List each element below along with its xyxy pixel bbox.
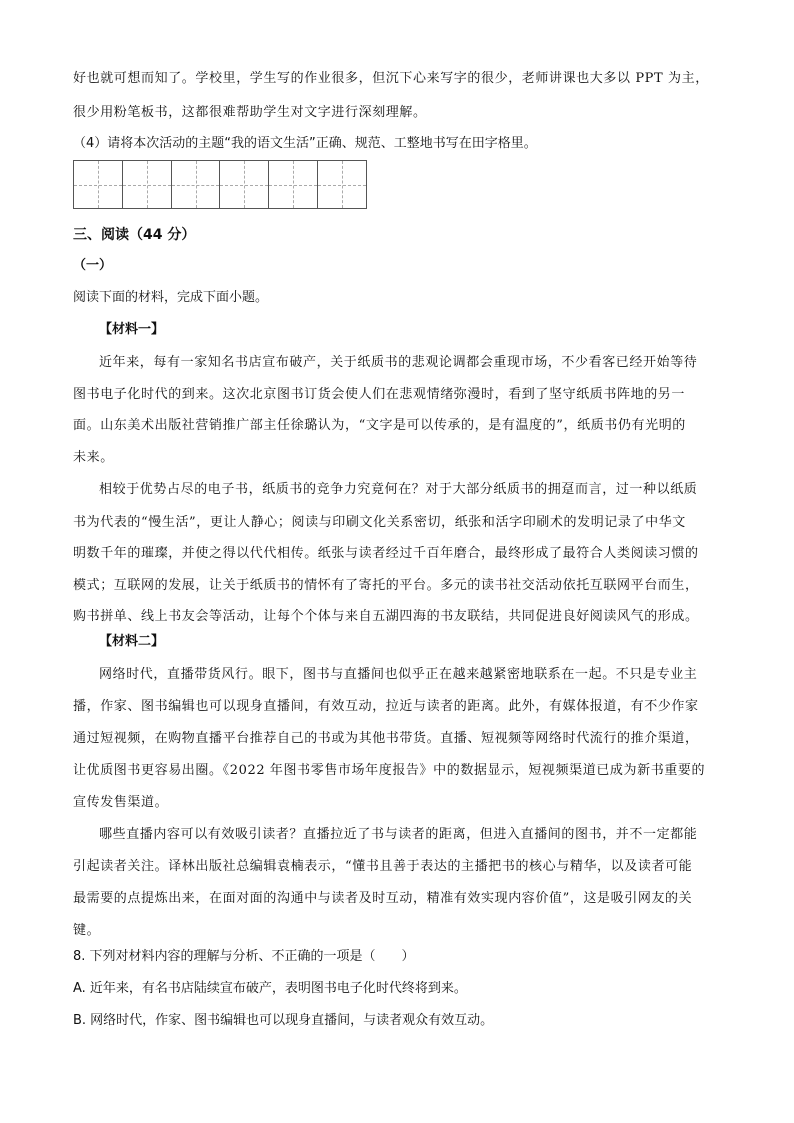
paragraph-line: 购书拼单、线上书友会等活动，让每个个体与来自五湖四海的书友联结，共同促进良好阅读风气的形成。 (73, 609, 699, 624)
paragraph-line: 让优质图书更容易出圈。《2022 年图书零售市场年度报告》中的数据显示，短视频渠道已成为新书重要的 (73, 763, 706, 778)
tianzige-cell[interactable] (123, 160, 172, 209)
material-2-title: 【材料二】 (99, 634, 165, 649)
paragraph-line: 很少用粉笔板书，这都很难帮助学生对文字进行深刻理解。 (73, 105, 427, 120)
tianzige-cell[interactable] (172, 160, 221, 209)
reading-instruction: 阅读下面的材料，完成下面小题。 (73, 290, 269, 305)
paragraph-line: 哪些直播内容可以有效吸引读者？直播拉近了书与读者的距离，但进入直播间的图书，并不一定都能 (99, 827, 698, 842)
option-b[interactable]: B. 网络时代，作家、图书编辑也可以现身直播间，与读者观众有效互动。 (73, 1013, 494, 1028)
paragraph-line: 宣传发售渠道。 (73, 795, 169, 810)
tianzige-cell[interactable] (74, 160, 123, 209)
subsection-heading: （一） (73, 258, 113, 273)
option-a[interactable]: A. 近年来，有名书店陆续宣布破产，表明图书电子化时代终将到来。 (73, 981, 467, 996)
paragraph-line: 最需要的点提炼出来，在面对面的沟通中与读者及时互动，精准有效实现内容价值”，这是吸引网友的关 (73, 891, 693, 906)
question-8-prompt: 8. 下列对材料内容的理解与分析、不正确的一项是（ ） (73, 949, 415, 964)
section-heading: 三、阅读（44 分） (73, 227, 196, 243)
paragraph-line: 相较于优势占尽的电子书，纸质书的竞争力究竟何在？对于大部分纸质书的拥趸而言，过一种以纸质 (99, 482, 698, 497)
material-1-title: 【材料一】 (99, 322, 165, 337)
paragraph-line: 通过短视频，在购物直播平台推荐自己的书或为其他书带货。直播、短视频等网络时代流行的推介渠道， (73, 731, 699, 746)
tianzige-cell[interactable] (269, 160, 318, 209)
paragraph-line: 近年来，每有一家知名书店宣布破产，关于纸质书的悲观论调都会重现市场，不少看客已经开始等待 (99, 355, 698, 370)
tianzige-cell[interactable] (318, 160, 367, 209)
paragraph-line: 书为代表的“慢生活”，更让人静心；阅读与印刷文化关系密切，纸张和活字印刷术的发明记录了中华文 (73, 515, 686, 530)
paragraph-line: 面。山东美术出版社营销推广部主任徐璐认为，“文字是可以传承的，是有温度的”，纸质书仍有光明的 (73, 418, 686, 433)
paragraph-line: 明数千年的璀璨，并使之得以代代相传。纸张与读者经过千百年磨合，最终形成了最符合人类阅读习惯的 (73, 546, 699, 561)
paragraph-line: 好也就可想而知了。学校里，学生写的作业很多，但沉下心来写字的很少，老师讲课也大多以 PPT 为主， (73, 71, 709, 86)
tianzige-cell[interactable] (220, 160, 269, 209)
paragraph-line: 图书电子化时代的到来。这次北京图书订货会使人们在悲观情绪弥漫时，看到了坚守纸质书阵地的另一 (73, 387, 686, 402)
paragraph-line: 键。 (73, 923, 101, 938)
question-4-prompt: （4）请将本次活动的主题“我的语文生活”正确、规范、工整地书写在田字格里。 (73, 136, 537, 151)
tianzige-grid[interactable] (73, 160, 367, 209)
paragraph-line: 播，作家、图书编辑也可以现身直播间，有效互动，拉近与读者的距离。此外，有媒体报道，有不少作家 (73, 699, 699, 714)
paragraph-line: 模式；互联网的发展，让关于纸质书的情怀有了寄托的平台。多元的读书社交活动依托互联网平台而生， (73, 578, 699, 593)
paragraph-line: 未来。 (73, 450, 114, 465)
paragraph-line: 引起读者关注。译林出版社总编辑袁楠表示，“懂书且善于表达的主播把书的核心与精华，以及读者可能 (73, 859, 693, 874)
paragraph-line: 网络时代，直播带货风行。眼下，图书与直播间也似乎正在越来越紧密地联系在一起。不只是专业主 (99, 667, 698, 682)
